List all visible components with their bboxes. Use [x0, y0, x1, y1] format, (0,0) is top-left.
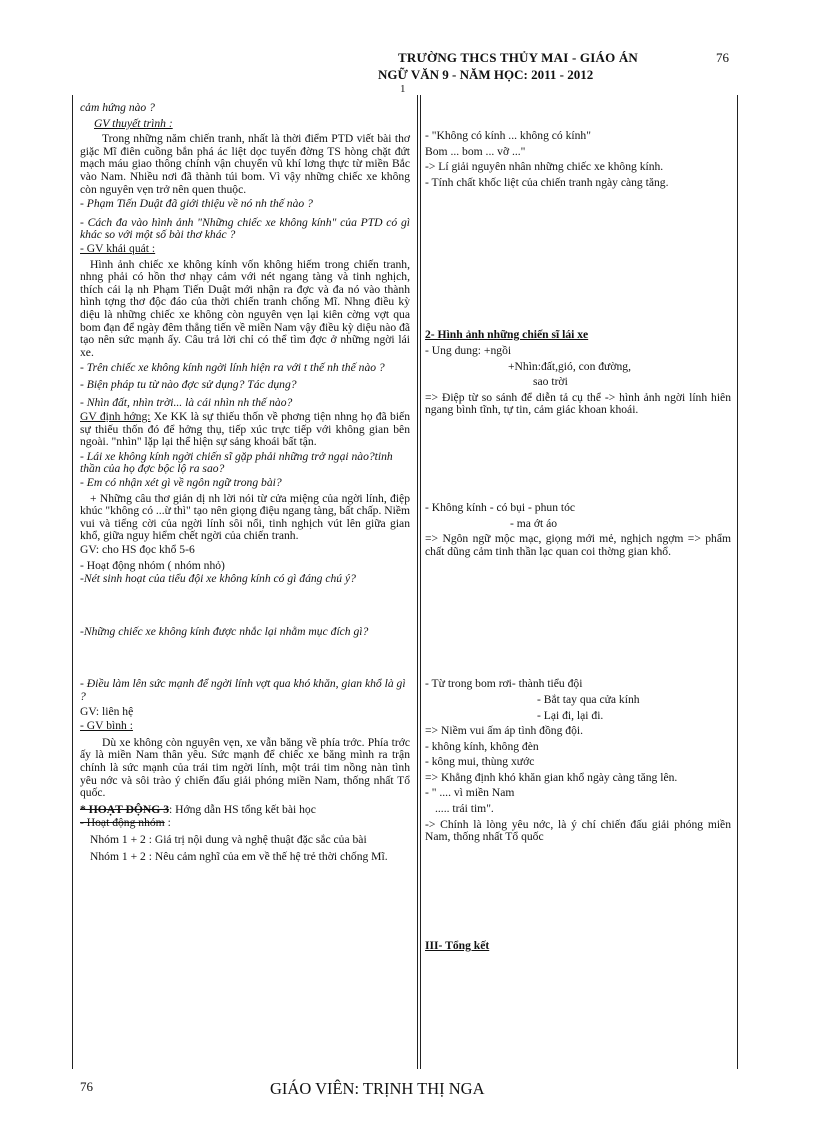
content-line: -> Lí giải nguyên nhân những chiếc xe không kính.	[425, 160, 664, 174]
content-line: - Từ trong bom rơi- thành tiểu đội	[425, 677, 583, 691]
content-line: - kông mui, thùng xước	[425, 755, 535, 769]
content-line: sao trời	[533, 375, 568, 389]
content-line: - "Không có kính ... không có kính"	[425, 129, 591, 142]
paragraph	[80, 411, 410, 449]
question-text: - Điều làm lên sức mạnh để ngời lính vợt qua khó khăn, gian khổ là gì ?	[80, 677, 406, 703]
question-text: - Phạm Tiến Duật đã giới thiệu về nó nh thế nào ?	[80, 197, 313, 211]
question-text: - Biện pháp tu từ nào đợc sử dụng? Tác dụng?	[80, 377, 297, 391]
activity-text: : Hớng dẫn HS tổng kết bài học	[169, 802, 316, 816]
content-line: - Tính chất khốc liệt của chiến tranh ngày càng tăng.	[425, 175, 669, 189]
column-divider-double	[420, 95, 421, 1069]
teacher-name: GIÁO VIÊN: TRỊNH THỊ NGA	[270, 1079, 485, 1098]
question-text: - Em có nhận xét gì về ngôn ngữ trong bài?	[80, 476, 282, 490]
content-line: => Điệp từ so sánh để diễn tả cụ thể -> hình ảnh ngời lính hiên ngang bình tĩnh, tự tin, cảm giác khoan khoái.	[425, 390, 731, 417]
instruction: - Hoạt động nhóm ( nhóm nhỏ)	[80, 558, 225, 572]
question-text: - Cách đa vào hình ảnh "Những chiếc xe không kính" của PTD có gì khác so với một số bài thơ khác ?	[80, 215, 410, 242]
content-line: - Bắt tay qua cửa kính	[537, 692, 640, 706]
activity-label: * HOẠT ĐỘNG 3	[80, 802, 170, 816]
paragraph-text: Xe KK là sự thiếu thốn về phơng tiện nhng họ đã biến sự thiếu thốn đó để hởng thụ, tiếp xúc trực tiếp với không gian bên ngoài. "nhìn" lặp lại thể hiện sự sảng khoái bất tận.	[80, 410, 410, 449]
content-column	[425, 130, 731, 952]
instruction: GV: liên hệ	[80, 704, 134, 718]
subject-year: NGỮ VĂN 9 - NĂM HỌC: 2011 - 2012	[378, 67, 594, 82]
section-heading: III- Tổng kết	[425, 938, 490, 952]
group-activity-colon: :	[164, 816, 171, 830]
school-title: TRƯỜNG THCS THỦY MAI - GIÁO ÁN	[398, 50, 639, 65]
content-line: - Không kính - có bụi - phun tóc	[425, 500, 576, 514]
content-line: - Lại đi, lại đi.	[537, 708, 604, 722]
question-text: - Trên chiếc xe không kính ngời lính hiện ra với t thế nh thế nào ?	[80, 361, 385, 375]
group-task: Nhóm 1 + 2 : Giá trị nội dung và nghệ thuật đặc sắc của bài	[90, 832, 367, 846]
content-line: => Niềm vui ấm áp tình đồng đội.	[425, 724, 583, 738]
section-heading: 2- Hình ảnh những chiến sĩ lái xe	[425, 328, 589, 342]
activity-heading	[80, 804, 410, 817]
content-line: - ma ớt áo	[510, 516, 558, 530]
question-text: - Nhìn đất, nhìn trời... là cái nhìn nh thế nào?	[80, 396, 293, 410]
question-text: - Lái xe không kính ngời chiến sĩ gặp phải những trở ngại nào?tinh thần của họ đợc bộc lộ ra sao?	[80, 449, 393, 476]
question-text: cảm hứng nào ?	[80, 101, 155, 114]
content-line: - Ung dung: +ngồi	[425, 343, 512, 357]
group-activity-label: - Hoạt động nhóm	[80, 816, 165, 830]
paragraph: Trong những năm chiến tranh, nhất là thời điểm PTD viết bài thơ giặc Mĩ điên cuồng bắn phá ác liệt dọc tuyến đờng TS hòng chặt đứt mạch máu giao thông chính vận chuyển vũ khí lơng thực từ miền Bắc vào Nam. Nhiều nơi đã thành túi bom. Vì vậy những chiếc xe không còn nguyên vẹn trở nên quen thuộc.	[80, 132, 410, 196]
teacher-activities-column	[80, 101, 410, 863]
column-divider	[417, 95, 418, 1069]
instruction	[80, 817, 410, 830]
group-task: Nhóm 1 + 2 : Nêu cảm nghĩ của em về thế hệ trẻ thời chống Mĩ.	[90, 849, 388, 863]
paragraph: Hình ảnh chiếc xe không kính vốn không hiếm trong chiến tranh, nhng phải có hồn thơ nhạy cảm với nét ngang tàng và tinh nghịch, thích cái lạ nh Phạm Tiến Duật mới nhận ra đợc và đa nó vào thành hình tợng thơ độc đáo của thời chiến tranh chống Mĩ. Nhng điều kỳ diệu là những chiếc xe không còn nguyên vẹn lại kiên cờng vợt qua bom đạn để ngày đêm thẳng tiến về miền Nam vậy điều kỳ diệu nào đã tạo nên sức mạnh ấy. Câu trả lời chỉ có thể tìm đợc ở những ngời lái xe.	[80, 257, 411, 359]
question-text: -Nét sinh hoạt của tiểu đội xe không kính có gì đáng chú ý?	[80, 572, 356, 586]
content-line: ..... trái tim".	[435, 802, 494, 816]
page-number-bottom: 76	[80, 1079, 93, 1094]
content-line: => Ngôn ngữ mộc mạc, giọng mới mẻ, nghịch ngợm => phẩm chất dũng cảm tinh thần lạc quan coi thờng gian khổ.	[425, 532, 731, 558]
gv-label: GV thuyết trình :	[94, 116, 173, 130]
content-line: - không kính, không đèn	[425, 739, 539, 753]
content-line: +Nhìn:đất,gió, con đường,	[508, 359, 631, 373]
paragraph: Dù xe không còn nguyên vẹn, xe vẫn băng về phía trớc. Phía trớc ấy là miền Nam thân yêu. Sức mạnh để chiếc xe băng mình ra trận chính là sức mạnh của trái tim ngời lính, một trái tim nồng nàn tình yêu nớc và sôi trào ý chiến đấu giải phóng miền Nam, thống nhất Tổ quốc.	[80, 735, 410, 800]
instruction: GV: cho HS đọc khổ 5-6	[80, 543, 195, 556]
content-line: -> Chính là lòng yêu nớc, là ý chí chiến đấu giải phóng miền Nam, thống nhất Tổ quốc	[425, 817, 731, 844]
content-line: => Khẳng định khó khăn gian khổ ngày càng tăng lên.	[425, 770, 678, 784]
content-line: - " .... vì miền Nam	[425, 786, 515, 800]
gv-label: - GV khái quát :	[80, 241, 156, 255]
gv-label: - GV bình :	[80, 719, 133, 733]
paragraph: + Những câu thơ giản dị nh lời nói từ cửa miệng của ngời lính, điệp khúc "không có ...ừ thì" tạo nên giọng điệu ngang tàng, bất chấp. Niềm vui và tiếng cời của ngời lính sôi nổi, tinh nghịch vút lên giữa gian khổ, giữa nguy hiểm chết ngời của chiến tranh.	[80, 491, 410, 543]
header-mark: 1	[400, 83, 406, 95]
content-line: Bom ... bom ... vỡ ..."	[425, 144, 526, 158]
question-text: -Những chiếc xe không kính được nhắc lại nhằm mục đích gì?	[80, 624, 369, 638]
gv-label: GV định hớng:	[80, 410, 151, 424]
page-number-top: 76	[716, 50, 729, 65]
